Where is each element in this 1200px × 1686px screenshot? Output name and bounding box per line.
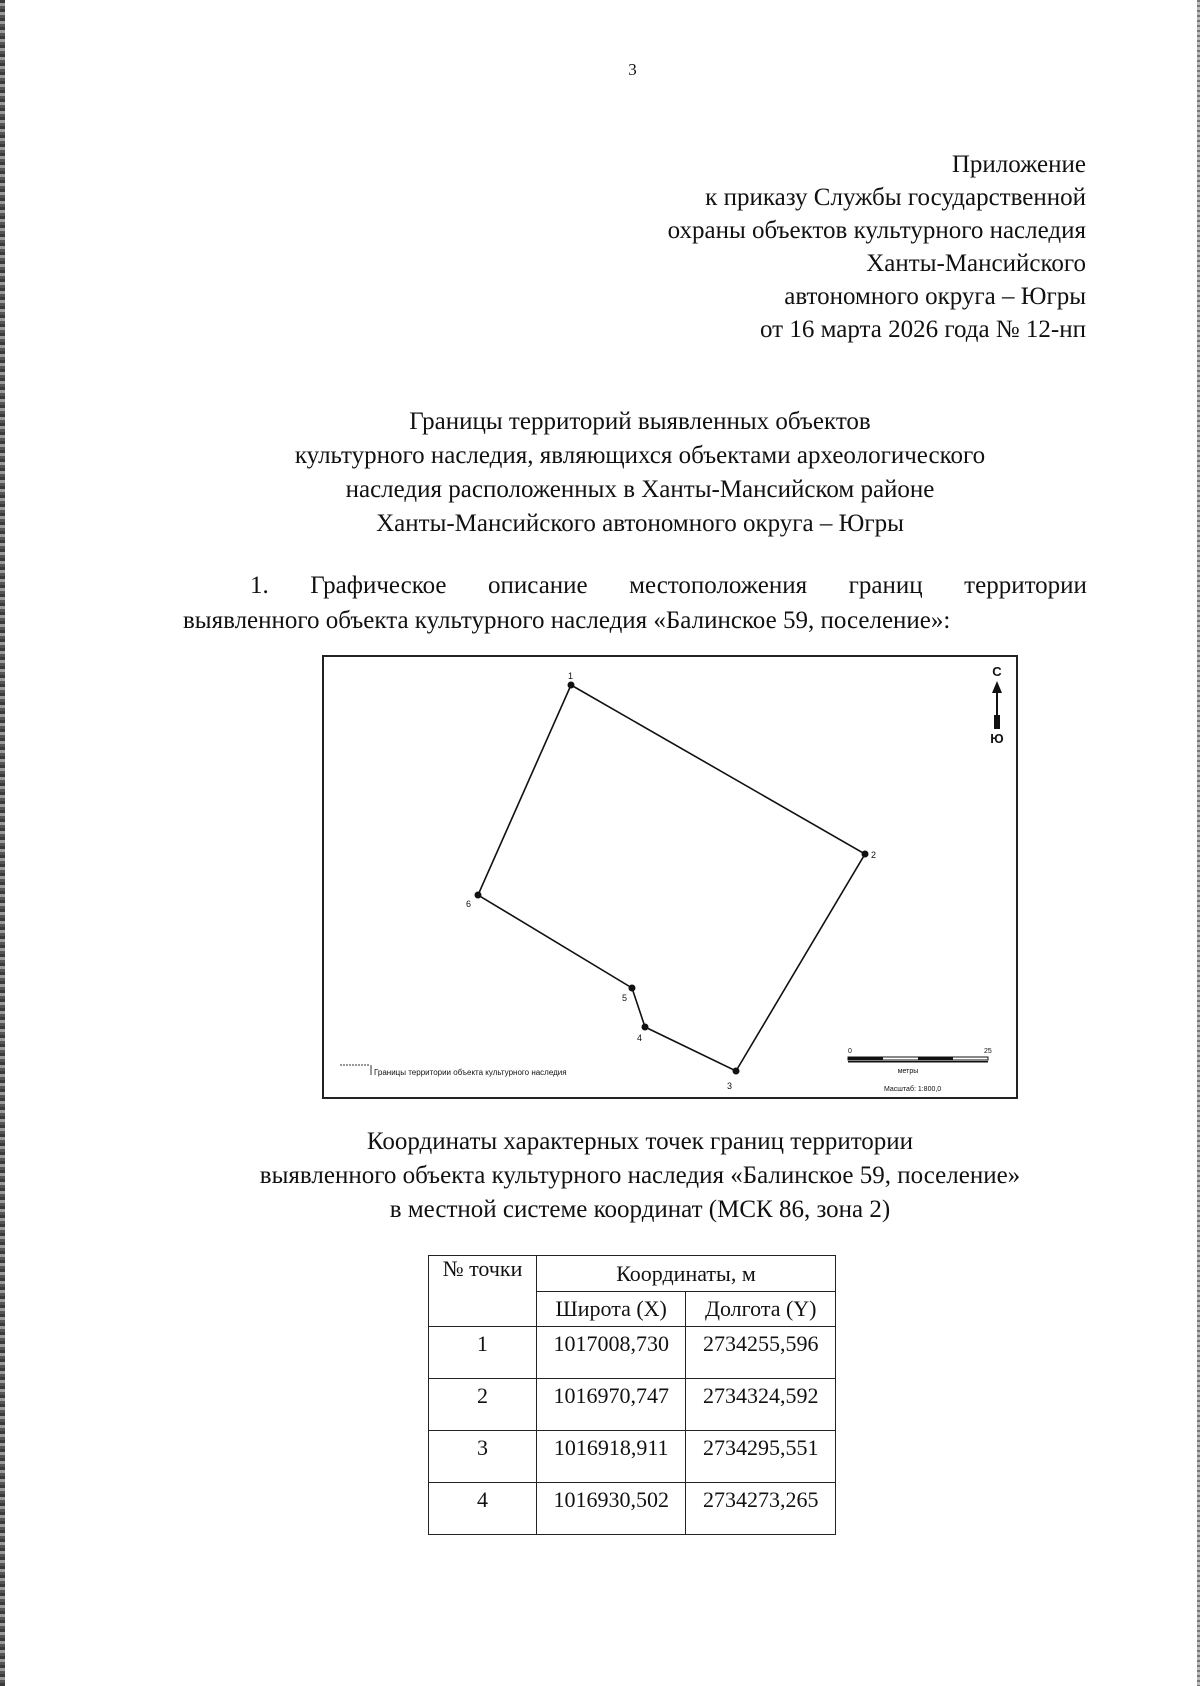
cell-longitude: 2734324,592 [686, 1379, 836, 1431]
boundary-polygon [478, 685, 865, 1071]
section-number: 1. [250, 572, 269, 599]
cell-longitude: 2734255,596 [686, 1327, 836, 1379]
boundary-point-4 [642, 1024, 649, 1031]
cell-latitude: 1017008,730 [536, 1327, 686, 1379]
paragraph-word: Графическое [310, 572, 447, 599]
appendix-line: автономного округа – Югры [784, 283, 1086, 310]
point-label-4: 4 [637, 1033, 643, 1043]
boundary-point-1 [568, 682, 575, 689]
point-label-1: 1 [568, 671, 574, 681]
page-number: 3 [628, 60, 637, 79]
appendix-block [668, 148, 1086, 346]
cell-point: 3 [429, 1431, 537, 1483]
scale-start-label: 0 [848, 1048, 852, 1055]
header-point-number: № точки [429, 1256, 537, 1327]
section-1-paragraph [183, 568, 1087, 638]
north-arrow [990, 664, 1003, 746]
point-label-6: 6 [466, 899, 472, 909]
boundary-map-svg [324, 657, 1016, 1097]
cell-longitude: 2734273,265 [686, 1483, 836, 1535]
appendix-line: Приложение [951, 151, 1086, 178]
cell-latitude: 1016918,911 [536, 1431, 686, 1483]
paragraph-word: границ [848, 572, 923, 599]
coordinates-table [428, 1255, 836, 1535]
cell-point: 4 [429, 1483, 537, 1535]
section-1-line-1 [183, 568, 1087, 603]
boundary-point-2 [862, 851, 869, 858]
coord-title-line: выявленного объекта культурного наследия «Балинское 59, поселение» [259, 1162, 1021, 1189]
document-title [150, 405, 1130, 541]
section-1-line-2: выявленного объекта культурного наследия «Балинское 59, поселение»: [183, 607, 951, 634]
header-coordinates: Координаты, м [536, 1256, 835, 1292]
header-longitude: Долгота (Y) [686, 1292, 836, 1327]
header-latitude: Широта (X) [536, 1292, 686, 1327]
paragraph-word: местоположения [629, 572, 808, 599]
title-line: Ханты-Мансийского автономного округа – Югры [376, 510, 904, 537]
scale-bar [848, 1048, 992, 1093]
scale-end-label: 25 [984, 1048, 992, 1055]
boundary-map [322, 655, 1018, 1099]
title-line: культурного наследия, являющихся объектами археологического [294, 442, 986, 469]
north-label: С [992, 664, 1002, 679]
table-row [429, 1431, 836, 1483]
point-label-3: 3 [727, 1081, 733, 1091]
boundary-point-6 [475, 892, 482, 899]
cell-point: 1 [429, 1327, 537, 1379]
scale-unit-label: метры [897, 1068, 919, 1075]
appendix-line: к приказу Службы государственной [705, 184, 1086, 211]
title-line: наследия расположенных в Ханты-Мансийском районе [345, 476, 935, 503]
cell-latitude: 1016930,502 [536, 1483, 686, 1535]
table-row [429, 1483, 836, 1535]
coordinates-title [150, 1125, 1130, 1227]
paragraph-word: описание [488, 572, 588, 599]
table-row [429, 1379, 836, 1431]
point-label-2: 2 [871, 850, 877, 860]
cell-longitude: 2734295,551 [686, 1431, 836, 1483]
appendix-line: охраны объектов культурного наследия [667, 217, 1086, 244]
boundary-point-3 [733, 1068, 740, 1075]
scale-text: Масштаб: 1:800,0 [884, 1086, 942, 1093]
cell-point: 2 [429, 1379, 537, 1431]
south-label: Ю [990, 731, 1004, 746]
legend-text: Границы территории объекта культурного наследия [374, 1068, 567, 1077]
coord-title-line: Координаты характерных точек границ территории [366, 1128, 914, 1155]
paragraph-word: территории [964, 572, 1087, 599]
cell-latitude: 1016970,747 [536, 1379, 686, 1431]
scan-edge-left [0, 0, 5, 1686]
appendix-line: от 16 марта 2026 года № 12-нп [759, 316, 1086, 343]
appendix-line: Ханты-Мансийского [866, 250, 1086, 277]
table-row [429, 1327, 836, 1379]
point-label-5: 5 [622, 993, 628, 1003]
map-legend [340, 1065, 567, 1077]
coord-title-line: в местной системе координат (МСК 86, зона 2) [389, 1196, 891, 1223]
title-line: Границы территорий выявленных объектов [409, 408, 871, 435]
boundary-point-5 [629, 985, 636, 992]
